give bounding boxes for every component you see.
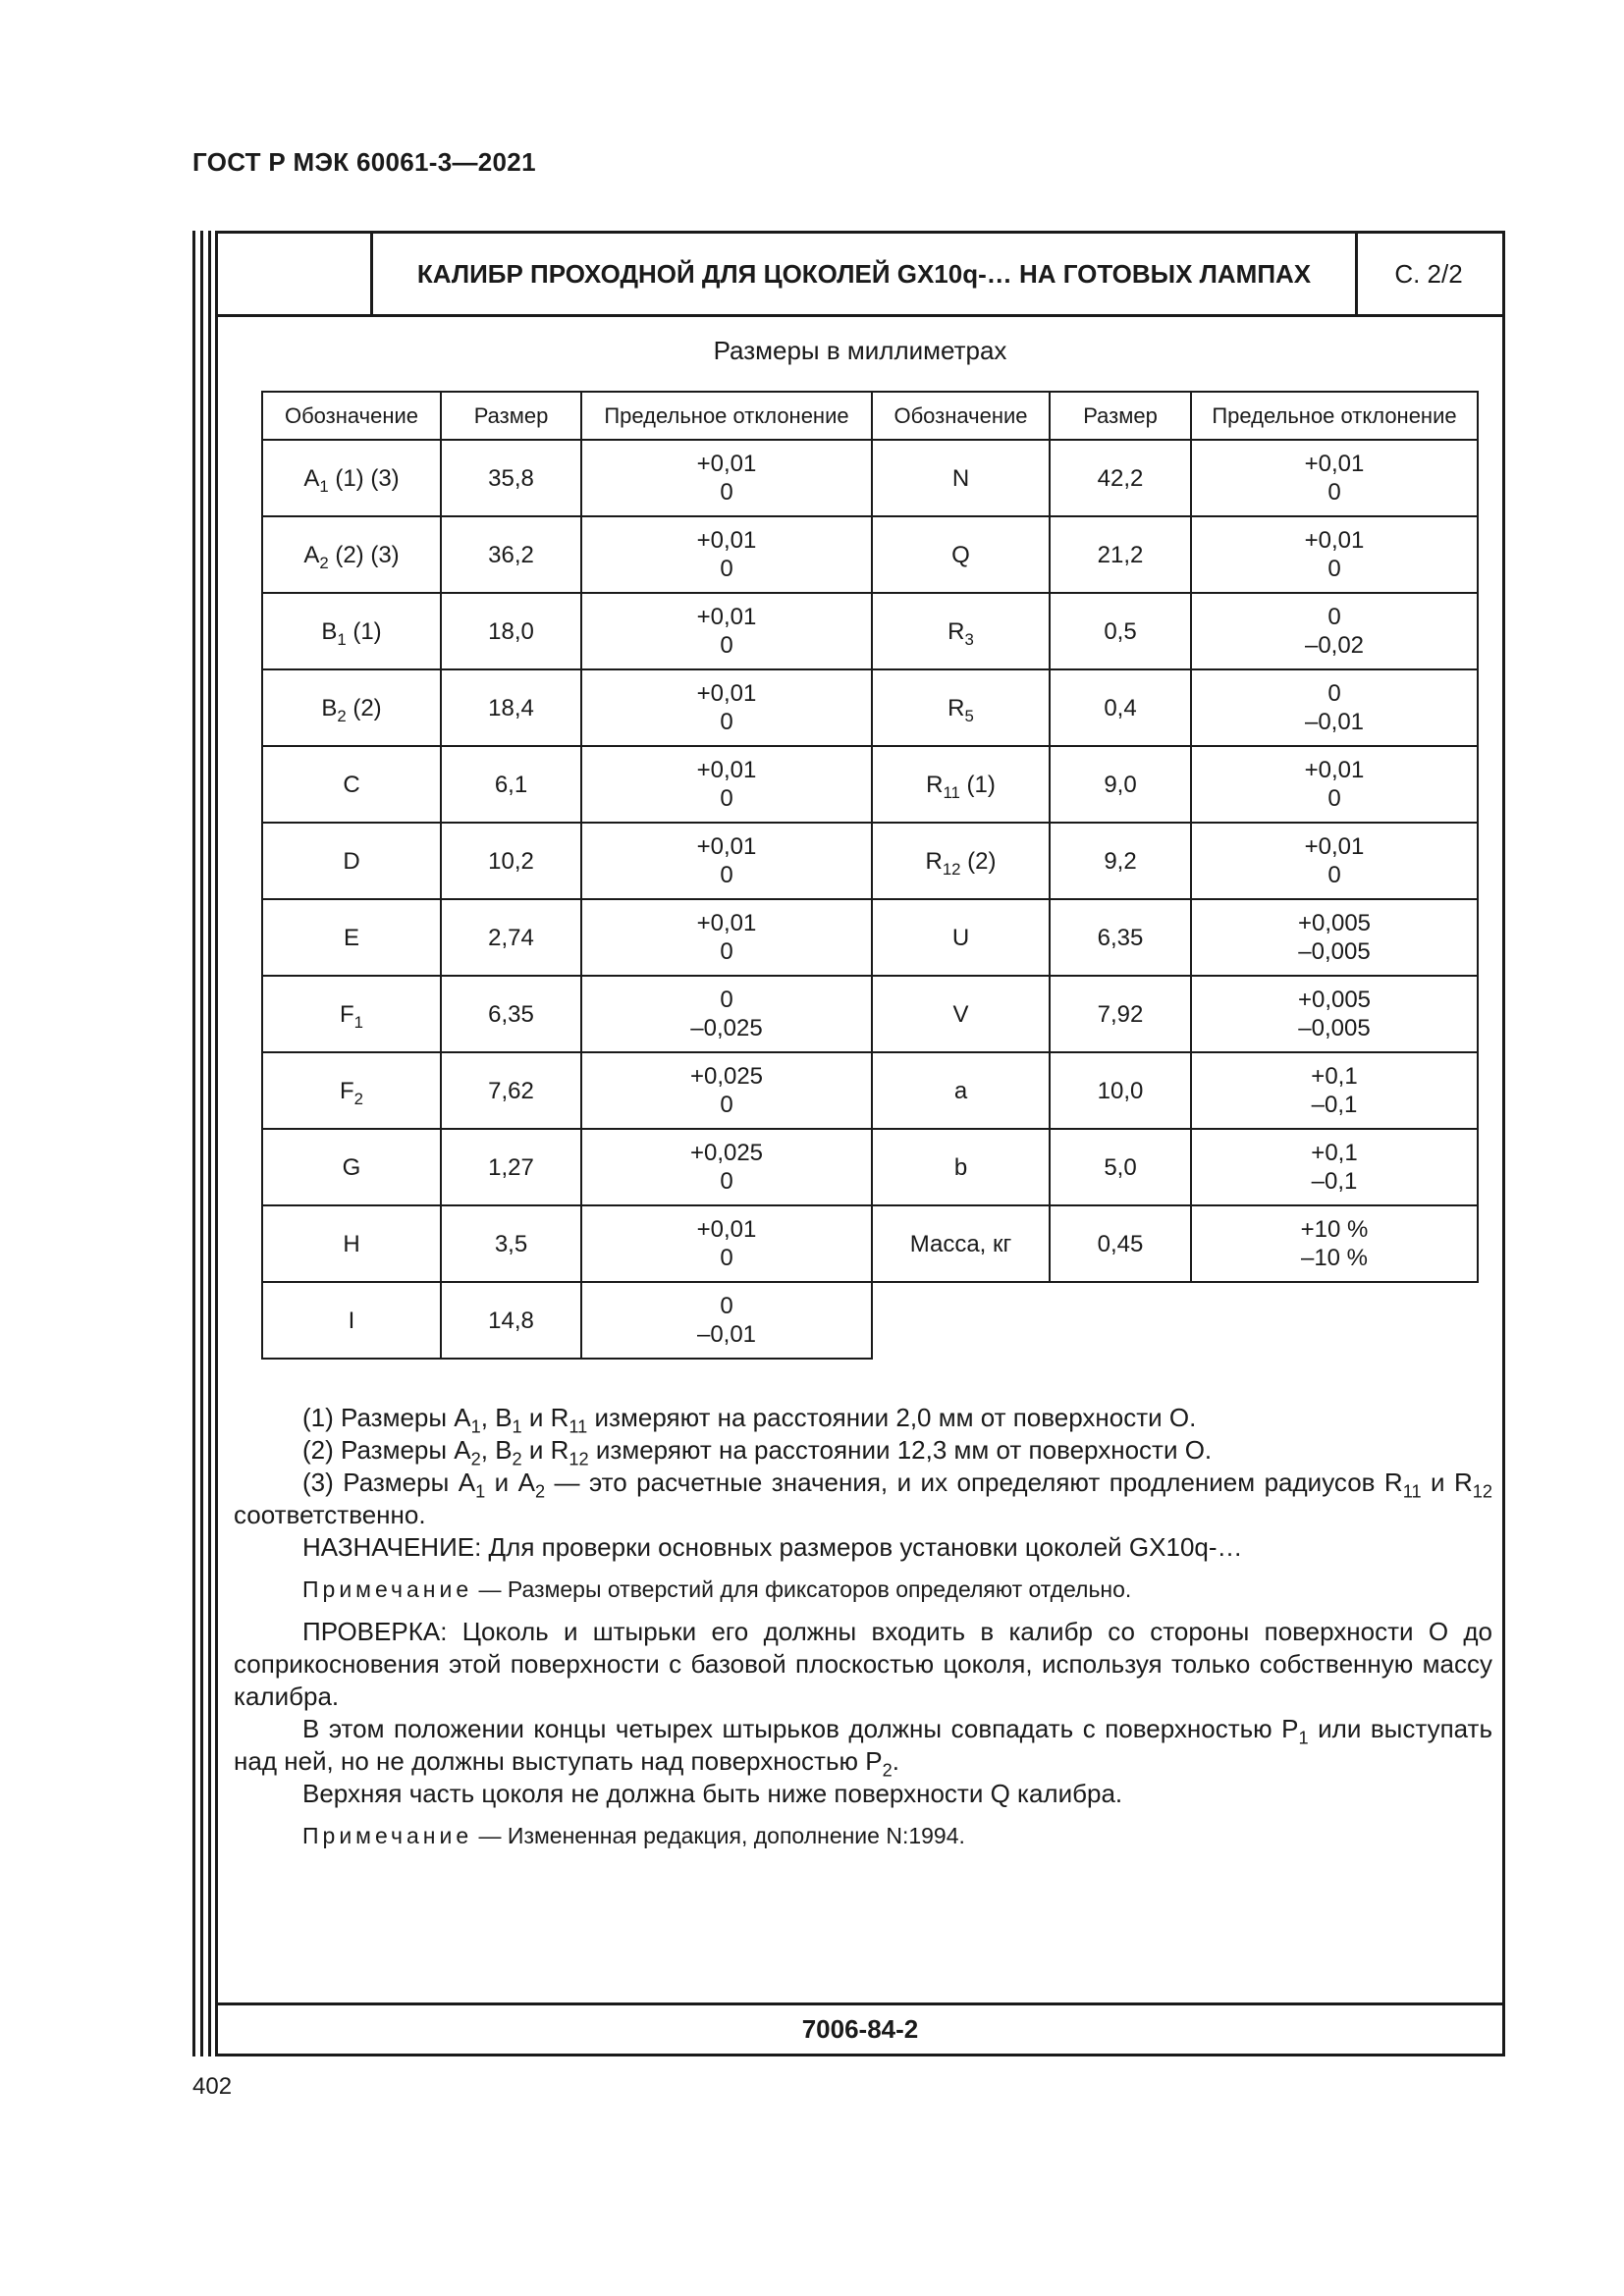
remark-label: Примечание bbox=[302, 1823, 473, 1848]
designation-symbol: R bbox=[925, 847, 943, 875]
size-cell: 10,0 bbox=[1050, 1052, 1191, 1129]
designation-symbol: F bbox=[339, 1000, 354, 1028]
tolerance-lower: –0,1 bbox=[1311, 1168, 1358, 1195]
check-text: ПРОВЕРКА: Цоколь и штырьки его должны входить в калибр со стороны поверхности О до соприкосновения этой поверхности с базовой плоскостью цоколя, используя только собственную массу калибра. bbox=[234, 1617, 1492, 1711]
column-header: Обозначение bbox=[262, 392, 441, 440]
tolerance-cell bbox=[1191, 899, 1478, 976]
tolerance-lower: 0 bbox=[720, 938, 733, 965]
designation-symbol: b bbox=[953, 1153, 968, 1181]
tolerance-cell bbox=[1191, 593, 1478, 669]
tolerance-upper: 0 bbox=[720, 1293, 733, 1319]
designation-symbol: R bbox=[926, 771, 944, 798]
column-header: Размер bbox=[1050, 392, 1191, 440]
tolerance-lower: 0 bbox=[1327, 785, 1341, 812]
binding-line bbox=[208, 231, 211, 2056]
top-part-text: Верхняя часть цоколя не должна быть ниже поверхности Q калибра. bbox=[302, 1779, 1123, 1808]
designation-cell bbox=[872, 516, 1050, 593]
designation-subscript: 2 bbox=[353, 1089, 363, 1108]
binding-line bbox=[192, 231, 195, 2056]
designation-note-ref: (2) bbox=[960, 847, 997, 875]
tolerance-lower: –0,025 bbox=[690, 1015, 763, 1041]
tolerance-upper: +0,01 bbox=[696, 757, 757, 783]
size-cell: 0,5 bbox=[1050, 593, 1191, 669]
table-row bbox=[262, 976, 1478, 1052]
tolerance-lower: 0 bbox=[720, 1168, 733, 1195]
footnote-2: (2) Размеры $A_2$, $B_2$ и $R_{12}$ измеряют на расстоянии 12,3 мм от поверхности О. bbox=[302, 1435, 1213, 1469]
remark-text: — Размеры отверстий для фиксаторов определяют отдельно. bbox=[472, 1576, 1132, 1602]
tolerance-cell bbox=[581, 593, 872, 669]
designation-symbol: A bbox=[303, 464, 320, 492]
tolerance-lower: 0 bbox=[720, 785, 733, 812]
column-header: Обозначение bbox=[872, 392, 1050, 440]
table-row bbox=[262, 669, 1478, 746]
tolerance-cell bbox=[581, 440, 872, 516]
designation-cell bbox=[872, 440, 1050, 516]
column-header: Размер bbox=[441, 392, 581, 440]
units-caption: Размеры в миллиметрах bbox=[713, 336, 1007, 365]
tolerance-cell bbox=[581, 1205, 872, 1282]
size-cell: 1,27 bbox=[441, 1129, 581, 1205]
tolerance-lower: 0 bbox=[720, 1092, 733, 1118]
designation-symbol: H bbox=[343, 1230, 360, 1257]
column-header: Предельное отклонение bbox=[581, 392, 872, 440]
designation-cell bbox=[262, 516, 441, 593]
designation-cell bbox=[872, 976, 1050, 1052]
designation-symbol: N bbox=[951, 464, 970, 492]
size-cell: 6,35 bbox=[1050, 899, 1191, 976]
tolerance-cell bbox=[1191, 823, 1478, 899]
tolerance-lower: –0,01 bbox=[1304, 709, 1365, 735]
designation-symbol: Q bbox=[951, 541, 970, 568]
table-row bbox=[262, 593, 1478, 669]
tolerance-upper: +0,01 bbox=[1304, 833, 1365, 860]
tolerance-lower: 0 bbox=[720, 556, 733, 582]
tolerance-cell bbox=[581, 976, 872, 1052]
designation-symbol: G bbox=[342, 1153, 361, 1181]
tolerance-lower: 0 bbox=[1327, 556, 1341, 582]
tolerance-lower: 0 bbox=[720, 709, 733, 735]
designation-symbol: R bbox=[947, 617, 965, 645]
designation-note-ref: (1) bbox=[959, 771, 996, 798]
tolerance-cell bbox=[581, 1282, 872, 1359]
tolerance-lower: –0,005 bbox=[1298, 938, 1371, 965]
tolerance-cell bbox=[1191, 516, 1478, 593]
tolerance-lower: 0 bbox=[1327, 862, 1341, 888]
size-cell: 21,2 bbox=[1050, 516, 1191, 593]
designation-cell bbox=[262, 823, 441, 899]
tolerance-upper: 0 bbox=[1327, 604, 1341, 630]
designation-symbol: E bbox=[343, 924, 359, 951]
table-row bbox=[262, 1282, 1478, 1359]
tolerance-cell bbox=[581, 1129, 872, 1205]
designation-cell bbox=[262, 1282, 441, 1359]
column-header: Предельное отклонение bbox=[1191, 392, 1478, 440]
size-cell: 14,8 bbox=[441, 1282, 581, 1359]
designation-symbol: B bbox=[321, 694, 338, 721]
remark-label: Примечание bbox=[302, 1576, 473, 1602]
designation-symbol: V bbox=[952, 1000, 969, 1028]
size-cell: 9,2 bbox=[1050, 823, 1191, 899]
table-row bbox=[262, 516, 1478, 593]
tolerance-upper: +0,01 bbox=[696, 833, 757, 860]
size-cell: 18,4 bbox=[441, 669, 581, 746]
designation-note-ref: (1) (3) bbox=[328, 464, 400, 492]
size-cell: 18,0 bbox=[441, 593, 581, 669]
designation-subscript: 11 bbox=[943, 782, 960, 802]
remark-text: — Измененная редакция, дополнение N:1994. bbox=[472, 1823, 965, 1848]
size-cell: 10,2 bbox=[441, 823, 581, 899]
designation-symbol: I bbox=[348, 1307, 355, 1334]
tolerance-cell bbox=[581, 1052, 872, 1129]
tolerance-cell bbox=[1191, 1129, 1478, 1205]
designation-cell bbox=[262, 899, 441, 976]
table-row bbox=[262, 899, 1478, 976]
tolerance-upper: 0 bbox=[1327, 680, 1341, 707]
tolerance-cell bbox=[581, 899, 872, 976]
tolerance-upper: +0,005 bbox=[1297, 987, 1372, 1013]
designation-symbol: a bbox=[953, 1077, 968, 1104]
tolerance-upper: +0,01 bbox=[696, 910, 757, 936]
size-cell: 36,2 bbox=[441, 516, 581, 593]
size-cell: 6,35 bbox=[441, 976, 581, 1052]
designation-cell bbox=[872, 1205, 1050, 1282]
tolerance-cell bbox=[581, 823, 872, 899]
dimensions-table bbox=[261, 391, 1479, 1360]
designation-cell bbox=[872, 1129, 1050, 1205]
tolerance-upper: +0,01 bbox=[696, 1216, 757, 1243]
tolerance-lower: –0,01 bbox=[696, 1321, 757, 1348]
designation-symbol: U bbox=[951, 924, 970, 951]
tolerance-upper: 0 bbox=[720, 987, 733, 1013]
sheet-code: 7006-84-2 bbox=[218, 2002, 1502, 2054]
remark-1 bbox=[234, 1574, 1492, 1606]
tolerance-lower: 0 bbox=[1327, 479, 1341, 506]
tolerance-lower: –0,02 bbox=[1304, 632, 1365, 659]
tolerance-lower: 0 bbox=[720, 862, 733, 888]
tolerance-cell bbox=[1191, 440, 1478, 516]
designation-subscript: 5 bbox=[964, 706, 974, 725]
tolerance-lower: –0,1 bbox=[1311, 1092, 1358, 1118]
empty-cell bbox=[872, 1282, 1478, 1359]
designation-symbol: A bbox=[303, 541, 320, 568]
purpose-text: НАЗНАЧЕНИЕ: Для проверки основных размеров установки цоколей GX10q-… bbox=[302, 1532, 1243, 1562]
designation-subscript: 2 bbox=[337, 706, 347, 725]
designation-subscript: 1 bbox=[319, 476, 329, 496]
designation-note-ref: (1) bbox=[346, 617, 382, 645]
designation-symbol: R bbox=[947, 694, 965, 721]
designation-symbol: F bbox=[339, 1077, 354, 1104]
designation-symbol: D bbox=[343, 847, 360, 875]
tolerance-upper: +0,01 bbox=[1304, 451, 1365, 477]
size-cell: 7,92 bbox=[1050, 976, 1191, 1052]
tolerance-upper: +0,025 bbox=[689, 1140, 764, 1166]
tolerance-upper: +0,01 bbox=[696, 604, 757, 630]
designation-symbol: C bbox=[343, 771, 360, 798]
designation-cell bbox=[262, 746, 441, 823]
tolerance-cell bbox=[1191, 976, 1478, 1052]
page-number: 402 bbox=[192, 2073, 233, 2100]
remark-2 bbox=[234, 1820, 1492, 1852]
size-cell: 0,45 bbox=[1050, 1205, 1191, 1282]
designation-cell bbox=[262, 1205, 441, 1282]
tolerance-lower: 0 bbox=[720, 479, 733, 506]
binding-line bbox=[200, 231, 203, 2056]
footnote-1: (1) Размеры $A_1$, $B_1$ и $R_{11}$ измеряют на расстоянии 2,0 мм от поверхности О. bbox=[302, 1403, 1197, 1437]
tolerance-upper: +0,01 bbox=[1304, 527, 1365, 554]
title-blank-cell bbox=[218, 234, 373, 314]
sheet-title: КАЛИБР ПРОХОДНОЙ ДЛЯ ЦОКОЛЕЙ GX10q-… НА ГОТОВЫХ ЛАМПАХ bbox=[373, 234, 1358, 314]
table-row bbox=[262, 823, 1478, 899]
tolerance-upper: +0,01 bbox=[1304, 757, 1365, 783]
designation-symbol: Масса, кг bbox=[909, 1230, 1012, 1257]
sheet-page-label: С. 2/2 bbox=[1394, 258, 1463, 289]
designation-cell bbox=[262, 1052, 441, 1129]
size-cell: 9,0 bbox=[1050, 746, 1191, 823]
designation-cell bbox=[872, 823, 1050, 899]
size-cell: 35,8 bbox=[441, 440, 581, 516]
table-row bbox=[262, 1052, 1478, 1129]
table-row bbox=[262, 1129, 1478, 1205]
size-cell: 42,2 bbox=[1050, 440, 1191, 516]
tolerance-cell bbox=[1191, 746, 1478, 823]
designation-cell bbox=[262, 976, 441, 1052]
designation-cell bbox=[262, 440, 441, 516]
notes-block bbox=[234, 1402, 1492, 1862]
designation-subscript: 3 bbox=[964, 629, 974, 649]
tolerance-lower: 0 bbox=[720, 1245, 733, 1271]
size-cell: 3,5 bbox=[441, 1205, 581, 1282]
tolerance-cell bbox=[581, 516, 872, 593]
position-text: В этом положении концы четырех штырьков должны совпадать с поверхностью $P_1$ или выступать над ней, но не должны выступать над поверхностью $P_2$. bbox=[234, 1714, 1492, 1781]
tolerance-upper: +0,01 bbox=[696, 680, 757, 707]
tolerance-lower: –0,005 bbox=[1298, 1015, 1371, 1041]
tolerance-cell bbox=[581, 746, 872, 823]
designation-cell bbox=[872, 669, 1050, 746]
designation-subscript: 2 bbox=[319, 553, 329, 572]
designation-cell bbox=[872, 746, 1050, 823]
size-cell: 5,0 bbox=[1050, 1129, 1191, 1205]
designation-symbol: B bbox=[321, 617, 338, 645]
tolerance-upper: +10 % bbox=[1300, 1216, 1369, 1243]
designation-cell bbox=[262, 669, 441, 746]
tolerance-cell bbox=[1191, 1205, 1478, 1282]
tolerance-upper: +0,005 bbox=[1297, 910, 1372, 936]
designation-subscript: 1 bbox=[353, 1012, 363, 1032]
tolerance-upper: +0,1 bbox=[1311, 1063, 1358, 1090]
table-row bbox=[262, 746, 1478, 823]
table-row bbox=[262, 1205, 1478, 1282]
sheet-frame bbox=[215, 231, 1505, 2056]
tolerance-cell bbox=[1191, 669, 1478, 746]
tolerance-upper: +0,01 bbox=[696, 527, 757, 554]
tolerance-upper: +0,025 bbox=[689, 1063, 764, 1090]
designation-note-ref: (2) bbox=[346, 694, 382, 721]
designation-cell bbox=[262, 1129, 441, 1205]
table-row bbox=[262, 440, 1478, 516]
designation-subscript: 12 bbox=[942, 859, 961, 879]
size-cell: 7,62 bbox=[441, 1052, 581, 1129]
title-row bbox=[218, 234, 1502, 317]
designation-cell bbox=[872, 899, 1050, 976]
tolerance-upper: +0,01 bbox=[696, 451, 757, 477]
designation-cell bbox=[872, 593, 1050, 669]
tolerance-cell bbox=[581, 669, 872, 746]
tolerance-lower: 0 bbox=[720, 632, 733, 659]
size-cell: 2,74 bbox=[441, 899, 581, 976]
size-cell: 6,1 bbox=[441, 746, 581, 823]
tolerance-lower: –10 % bbox=[1300, 1245, 1369, 1271]
table-header-row bbox=[262, 392, 1478, 440]
tolerance-upper: +0,1 bbox=[1311, 1140, 1358, 1166]
standard-header: ГОСТ Р МЭК 60061-3—2021 bbox=[192, 147, 536, 177]
designation-note-ref: (2) (3) bbox=[328, 541, 400, 568]
footnote-3: (3) Размеры $A_1$ и $A_2$ — это расчетные значения, и их определяют продлением радиусов $R_{11}$ и $R_{12}$ соответственно. bbox=[234, 1468, 1493, 1529]
designation-cell bbox=[872, 1052, 1050, 1129]
designation-subscript: 1 bbox=[337, 629, 347, 649]
designation-cell bbox=[262, 593, 441, 669]
tolerance-cell bbox=[1191, 1052, 1478, 1129]
size-cell: 0,4 bbox=[1050, 669, 1191, 746]
